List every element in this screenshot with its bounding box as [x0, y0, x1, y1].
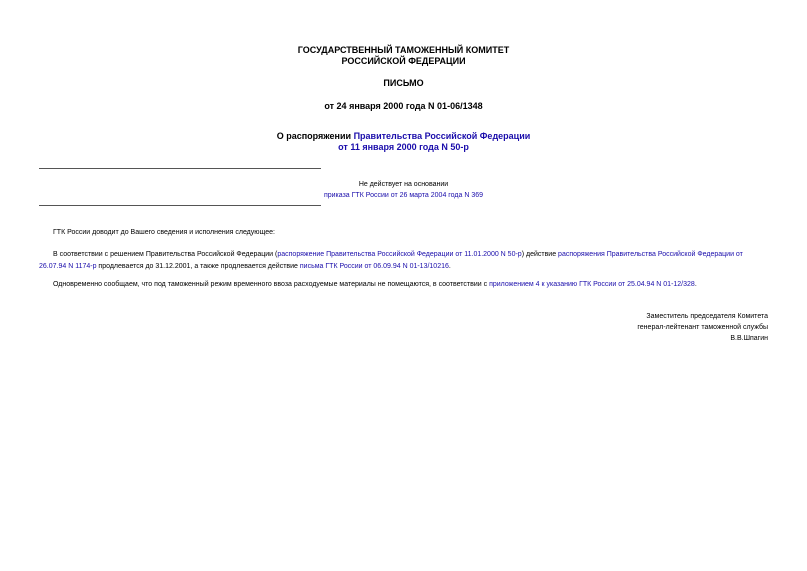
p3-text-a: Одновременно сообщаем, что под таможенный режим временного ввоза расходуемые материалы не помещаются, в соответствии с — [53, 281, 490, 288]
org-line-1: ГОСУДАРСТВЕННЫЙ ТАМОЖЕННЫЙ КОМИТЕТ — [297, 45, 510, 55]
p3-text-b: . — [694, 281, 697, 288]
signature-position: Заместитель председателя Комитета — [646, 313, 768, 320]
p2-text-b: ) действие — [521, 251, 559, 258]
issuing-organization — [0, 45, 807, 67]
status-note-link-line — [0, 190, 807, 202]
document-title — [0, 131, 807, 153]
signature-name: В.В.Шпагин — [730, 335, 768, 342]
signature-rank: генерал-лейтенант таможенной службы — [637, 324, 768, 331]
body-paragraph-3 — [39, 279, 771, 291]
p2-text-d: . — [448, 263, 451, 270]
org-line-2: РОССИЙСКОЙ ФЕДЕРАЦИИ — [341, 56, 466, 66]
body-paragraph-1: ГТК России доводит до Вашего сведения и исполнения следующее: — [53, 229, 275, 236]
p3-link-appendix[interactable]: приложением 4 к указанию ГТК России от 25.04.94 N 01-12/328 — [489, 281, 695, 288]
status-note-link[interactable]: приказа ГТК России от 26 марта 2004 года N 369 — [323, 192, 484, 199]
divider-bottom — [39, 205, 321, 206]
divider-top — [39, 168, 321, 169]
document-type: ПИСЬМО — [383, 78, 424, 88]
status-note-text: Не действует на основании — [358, 181, 449, 188]
title-link-date[interactable]: от 11 января 2000 года N 50-р — [338, 142, 469, 152]
p2-link-letter[interactable]: письма ГТК России от 06.09.94 N 01-13/10216 — [299, 263, 449, 270]
document-date-number: от 24 января 2000 года N 01-06/1348 — [324, 101, 483, 111]
body-paragraph-2 — [39, 249, 771, 273]
p2-text-c: продлевается до 31.12.2001, а также продлевается действие — [96, 263, 300, 270]
title-link-government[interactable]: Правительства Российской Федерации — [353, 131, 531, 141]
p2-link-order-1174[interactable]: распоряжения Правительства Российской Федерации от 26.07.94 N 1174-р — [39, 251, 743, 270]
p2-text-a: В соответствии с решением Правительства Российской Федерации ( — [53, 251, 278, 258]
p2-link-order-50[interactable]: распоряжение Правительства Российской Федерации от 11.01.2000 N 50-р — [277, 251, 522, 258]
title-prefix: О распоряжении — [276, 131, 354, 141]
